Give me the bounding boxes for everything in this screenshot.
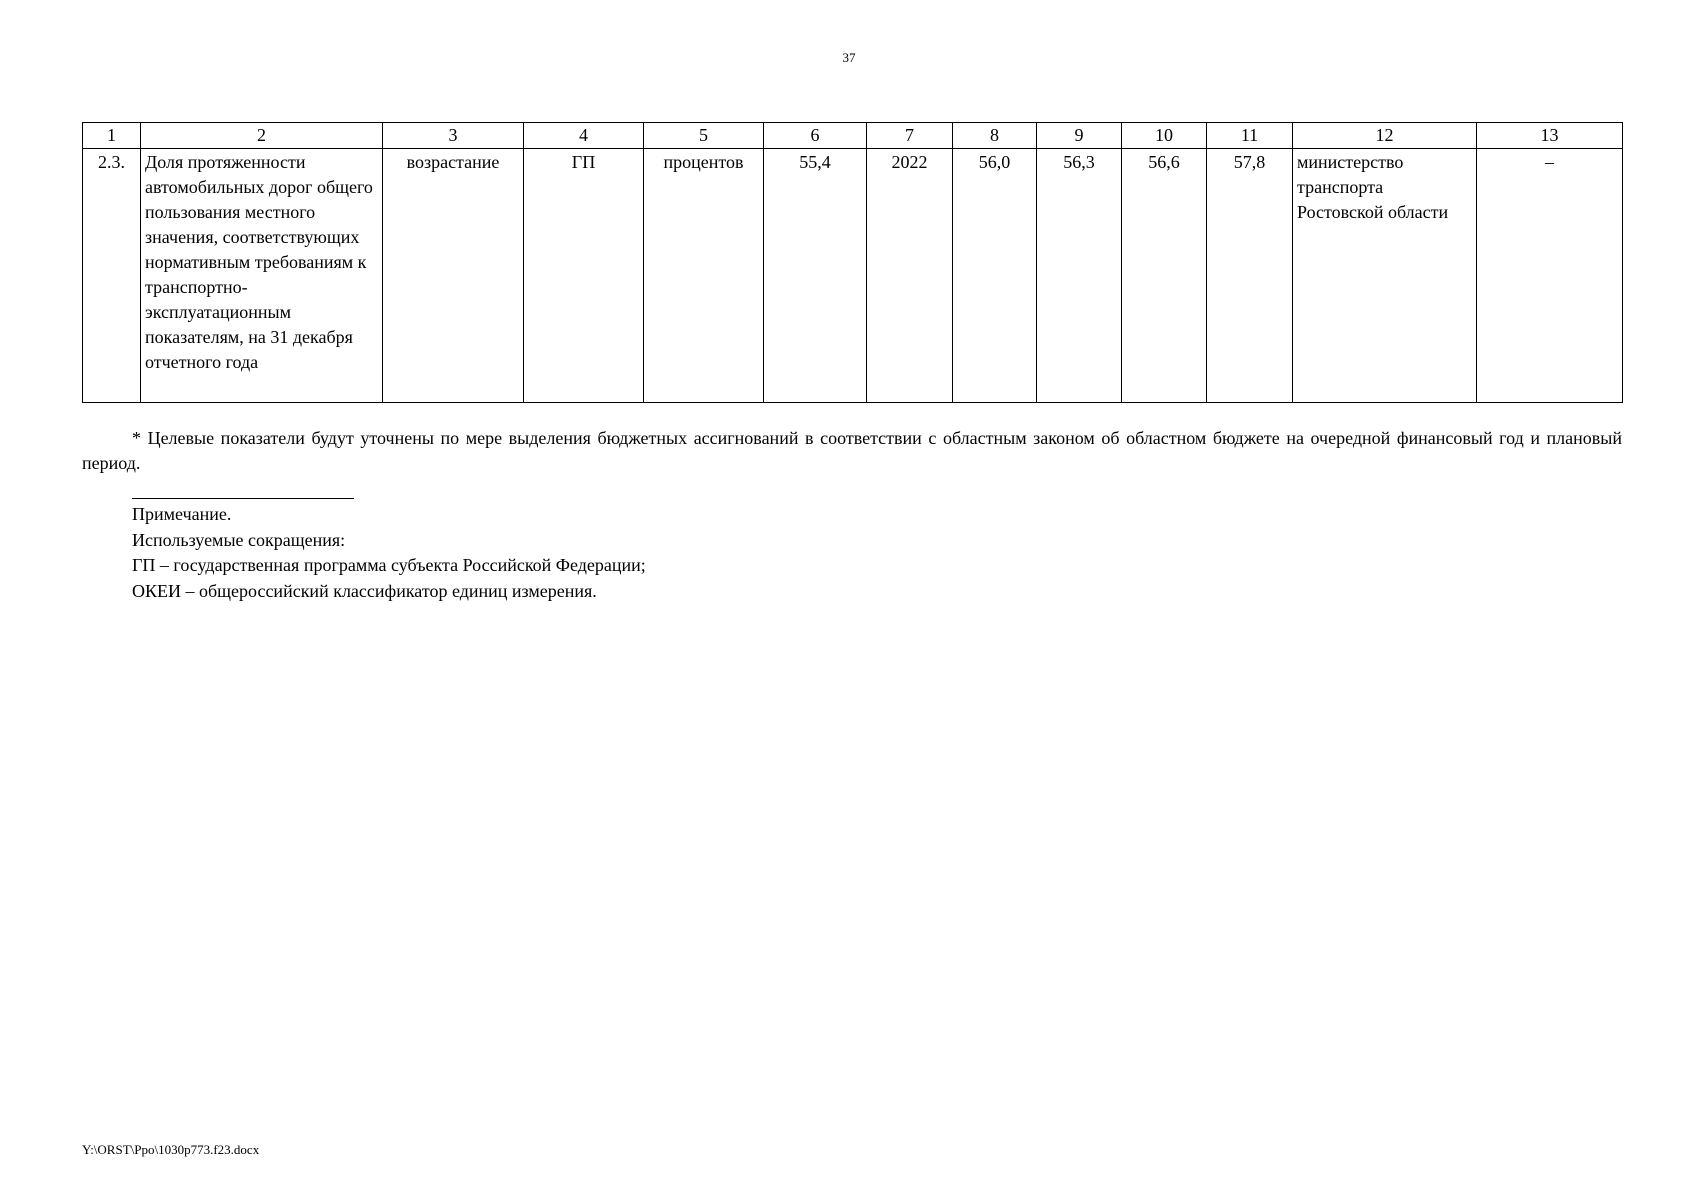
indicator-level: ГП — [524, 149, 644, 403]
col-header-11: 11 — [1207, 123, 1293, 149]
linked-indicator: – — [1477, 149, 1623, 403]
table-row — [83, 149, 1623, 403]
col-header-7: 7 — [867, 123, 953, 149]
indicator-unit: процентов — [644, 149, 764, 403]
file-path: Y:\ORST\Ppo\1030p773.f23.docx — [82, 1142, 260, 1157]
notes-block — [132, 502, 1532, 604]
value-col-9: 56,3 — [1037, 149, 1122, 403]
abbreviation-item: ГП – государственная программа субъекта Российской Федерации; — [132, 555, 646, 575]
responsible-body: министерство транспорта Ростовской области — [1293, 149, 1477, 403]
col-header-8: 8 — [953, 123, 1037, 149]
indicator-name: Доля протяженности автомобильных дорог общего пользования местного значения, соответствующих нормативным требованиям к транспортно-эксплуатационным показателям, на 31 декабря отчетного года — [141, 149, 383, 403]
page-number: 37 — [842, 50, 856, 65]
indicators-table — [82, 122, 1623, 403]
col-header-2: 2 — [141, 123, 383, 149]
value-col-10: 56,6 — [1122, 149, 1207, 403]
abbreviation-item: ОКЕИ – общероссийский классификатор единиц измерения. — [132, 580, 597, 601]
col-header-4: 4 — [524, 123, 644, 149]
row-number: 2.3. — [83, 149, 141, 403]
header-row — [83, 123, 1623, 149]
col-header-10: 10 — [1122, 123, 1207, 149]
footnote: * Целевые показатели будут уточнены по мере выделения бюджетных ассигнований в соответствии с областным законом об областном бюджете на очередной финансовый год и плановый период. — [82, 428, 1622, 473]
col-header-6: 6 — [764, 123, 867, 149]
footnote-separator — [132, 498, 354, 499]
col-header-13: 13 — [1477, 123, 1623, 149]
col-header-5: 5 — [644, 123, 764, 149]
base-value: 55,4 — [764, 149, 867, 403]
base-year: 2022 — [867, 149, 953, 403]
notes-title: Примечание. — [132, 504, 232, 524]
abbreviations-title: Используемые сокращения: — [132, 529, 346, 550]
col-header-1: 1 — [83, 123, 141, 149]
value-col-8: 56,0 — [953, 149, 1037, 403]
col-header-3: 3 — [383, 123, 524, 149]
col-header-9: 9 — [1037, 123, 1122, 149]
value-col-11: 57,8 — [1207, 149, 1293, 403]
indicator-trend: возрастание — [383, 149, 524, 403]
col-header-12: 12 — [1293, 123, 1477, 149]
